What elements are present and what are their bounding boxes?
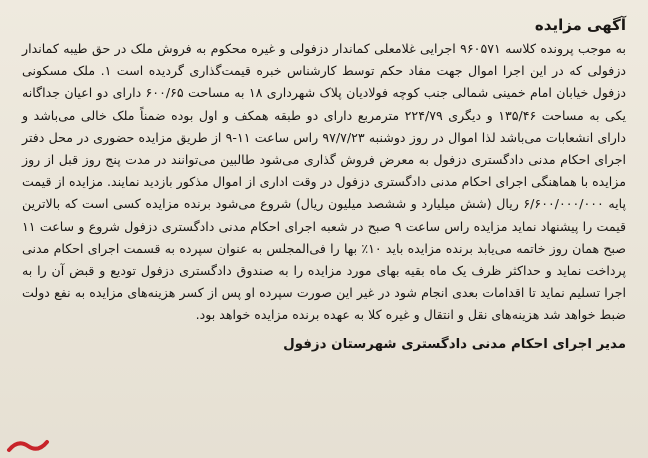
red-stamp-stroke (9, 442, 47, 450)
notice-body: به موجب پرونده کلاسه ۹۶۰۵۷۱ اجرایی غلامعلی کماندار دزفولی و غیره محکوم به فروش ملک در حق طیبه کماندار دزفولی که در این اجرا اموال جهت مفاد حکم توسط کارشناس خبره قیمت‌گذاری گردیده است ۱. ملک مسکونی دزفول خیابان امام خمینی شمالی جنب کوچه فولادیان پلاک شهرداری ۱۸ به مساحت ۶۰۰/۶۵ دارای دو اعیان جداگانه یکی به مساحت ۱۳۵/۴۶ و دیگری ۲۲۴/۷۹ مترمربع دارای دو طبقه همکف و اول بوده ضمناً ملک خالی می‌باشد و دارای انشعابات می‌باشد لذا اموال در روز دوشنبه ۹۷/۷/۲۳ راس ساعت ۱۱-۹ از طریق مزایده حضوری در محل دفتر اجرای احکام مدنی دادگستری دزفول به معرض فروش گذاری می‌شود طالبین می‌توانند در مدت پنج روز قبل از روز مزایده با هماهنگی اجرای احکام مدنی دادگستری دزفول در وقت اداری از اموال مذکور بازدید نمایند. مزایده از قیمت پایه ۶/۶۰۰/۰۰۰/۰۰۰ ریال (شش میلیارد و ششصد میلیون ریال) شروع می‌شود برنده مزایده کسی است که بالاترین قیمت را پیشنهاد نماید مزایده راس ساعت ۹ صبح در شعبه اجرای احکام مدنی دادگستری دزفول شروع و ساعت ۱۱ صبح همان روز خاتمه می‌یابد برنده مزایده باید ۱۰٪ بها را فی‌المجلس به عنوان سپرده به قسمت اجرای احکام مدنی پرداخت نماید و حداکثر ظرف یک ماه بقیه بهای مورد مزایده را به صندوق دادگستری دزفول تودیع و قبض آن را به اجرا تسلیم نماید تا اقدامات بعدی انجام شود در غیر این صورت سپرده او پس از کسر هزینه‌های مزایده به نفع دولت ضبط خواهد شد هزینه‌های نقل و انتقال و غیره کلا به عهده برنده مزایده خواهد بود. (22, 41, 627, 323)
red-stamp-mark (6, 436, 50, 454)
notice-title: آگهی مزایده (534, 16, 626, 34)
notice-signature: مدیر اجرای احکام مدنی دادگستری شهرستان دزفول (283, 336, 626, 352)
